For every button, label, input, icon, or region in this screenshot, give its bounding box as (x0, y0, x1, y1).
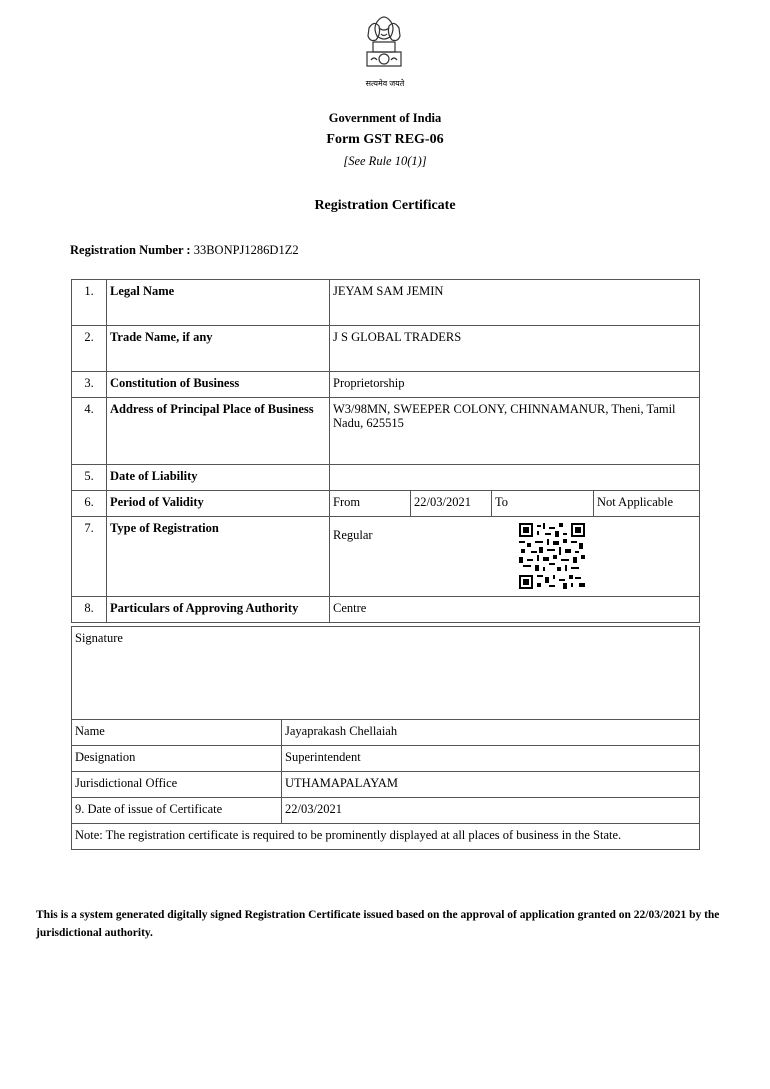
row-number: 3. (72, 372, 107, 398)
validity-to-value: Not Applicable (594, 491, 700, 517)
designation-value: Superintendent (282, 746, 700, 772)
table-row (72, 798, 700, 824)
table-row (72, 326, 700, 372)
display-note: Note: The registration certificate is required to be prominently displayed at all places of business in the State. (72, 824, 700, 850)
national-emblem-icon (359, 8, 409, 78)
table-row (72, 746, 700, 772)
jurisdictional-office-label: Jurisdictional Office (72, 772, 282, 798)
table-row (72, 627, 700, 720)
table-row (72, 772, 700, 798)
validity-from-value: 22/03/2021 (411, 491, 492, 517)
row-number: 7. (72, 517, 107, 597)
signature-table (71, 626, 700, 850)
table-row (72, 597, 700, 623)
row-number: 1. (72, 280, 107, 326)
designation-label: Designation (72, 746, 282, 772)
row-value: JEYAM SAM JEMIN (330, 280, 700, 326)
certificate-title: Registration Certificate (314, 198, 456, 213)
name-value: Jayaprakash Chellaiah (282, 720, 700, 746)
row-number: 4. (72, 398, 107, 465)
table-row (72, 398, 700, 465)
table-row (72, 465, 700, 491)
row-value: Proprietorship (330, 372, 700, 398)
row-label: Type of Registration (107, 517, 330, 597)
jurisdictional-office-value: UTHAMAPALAYAM (282, 772, 700, 798)
signature-label: Signature (72, 627, 700, 720)
row-number: 8. (72, 597, 107, 623)
row-label: Particulars of Approving Authority (107, 597, 330, 623)
row-number: 2. (72, 326, 107, 372)
footer-statement: This is a system generated digitally signed Registration Certificate issued based on the approval of application granted on 22/03/2021 by the jurisdictional authority. (36, 909, 720, 939)
emblem-motto: सत्यमेव जयते (365, 79, 405, 88)
table-row (72, 824, 700, 850)
form-heading: Form GST REG-06 (326, 132, 444, 147)
row-label: Constitution of Business (107, 372, 330, 398)
table-row (72, 372, 700, 398)
validity-to-label: To (492, 491, 594, 517)
table-row (72, 491, 700, 517)
row-label: Period of Validity (107, 491, 330, 517)
name-label: Name (72, 720, 282, 746)
row-number: 6. (72, 491, 107, 517)
issue-date-label: 9. Date of issue of Certificate (72, 798, 282, 824)
rule-reference: [See Rule 10(1)] (343, 154, 427, 168)
row-label: Address of Principal Place of Business (107, 398, 330, 465)
registration-number (70, 243, 299, 258)
row-value-cell (330, 517, 700, 597)
table-row (72, 280, 700, 326)
table-row (72, 720, 700, 746)
row-value: Regular (333, 528, 373, 542)
qr-code-icon (519, 523, 585, 589)
issue-date-value: 22/03/2021 (282, 798, 700, 824)
row-value: Centre (330, 597, 700, 623)
registration-number-label: Registration Number : (70, 243, 191, 257)
row-label: Date of Liability (107, 465, 330, 491)
government-heading: Government of India (328, 111, 442, 125)
row-value: W3/98MN, SWEEPER COLONY, CHINNAMANUR, Theni, Tamil Nadu, 625515 (330, 398, 700, 465)
row-label: Trade Name, if any (107, 326, 330, 372)
row-number: 5. (72, 465, 107, 491)
row-value (330, 465, 700, 491)
registration-number-value: 33BONPJ1286D1Z2 (193, 243, 299, 257)
table-row (72, 517, 700, 597)
validity-from-label: From (330, 491, 411, 517)
row-value: J S GLOBAL TRADERS (330, 326, 700, 372)
registration-details-table (71, 279, 700, 623)
row-label: Legal Name (107, 280, 330, 326)
